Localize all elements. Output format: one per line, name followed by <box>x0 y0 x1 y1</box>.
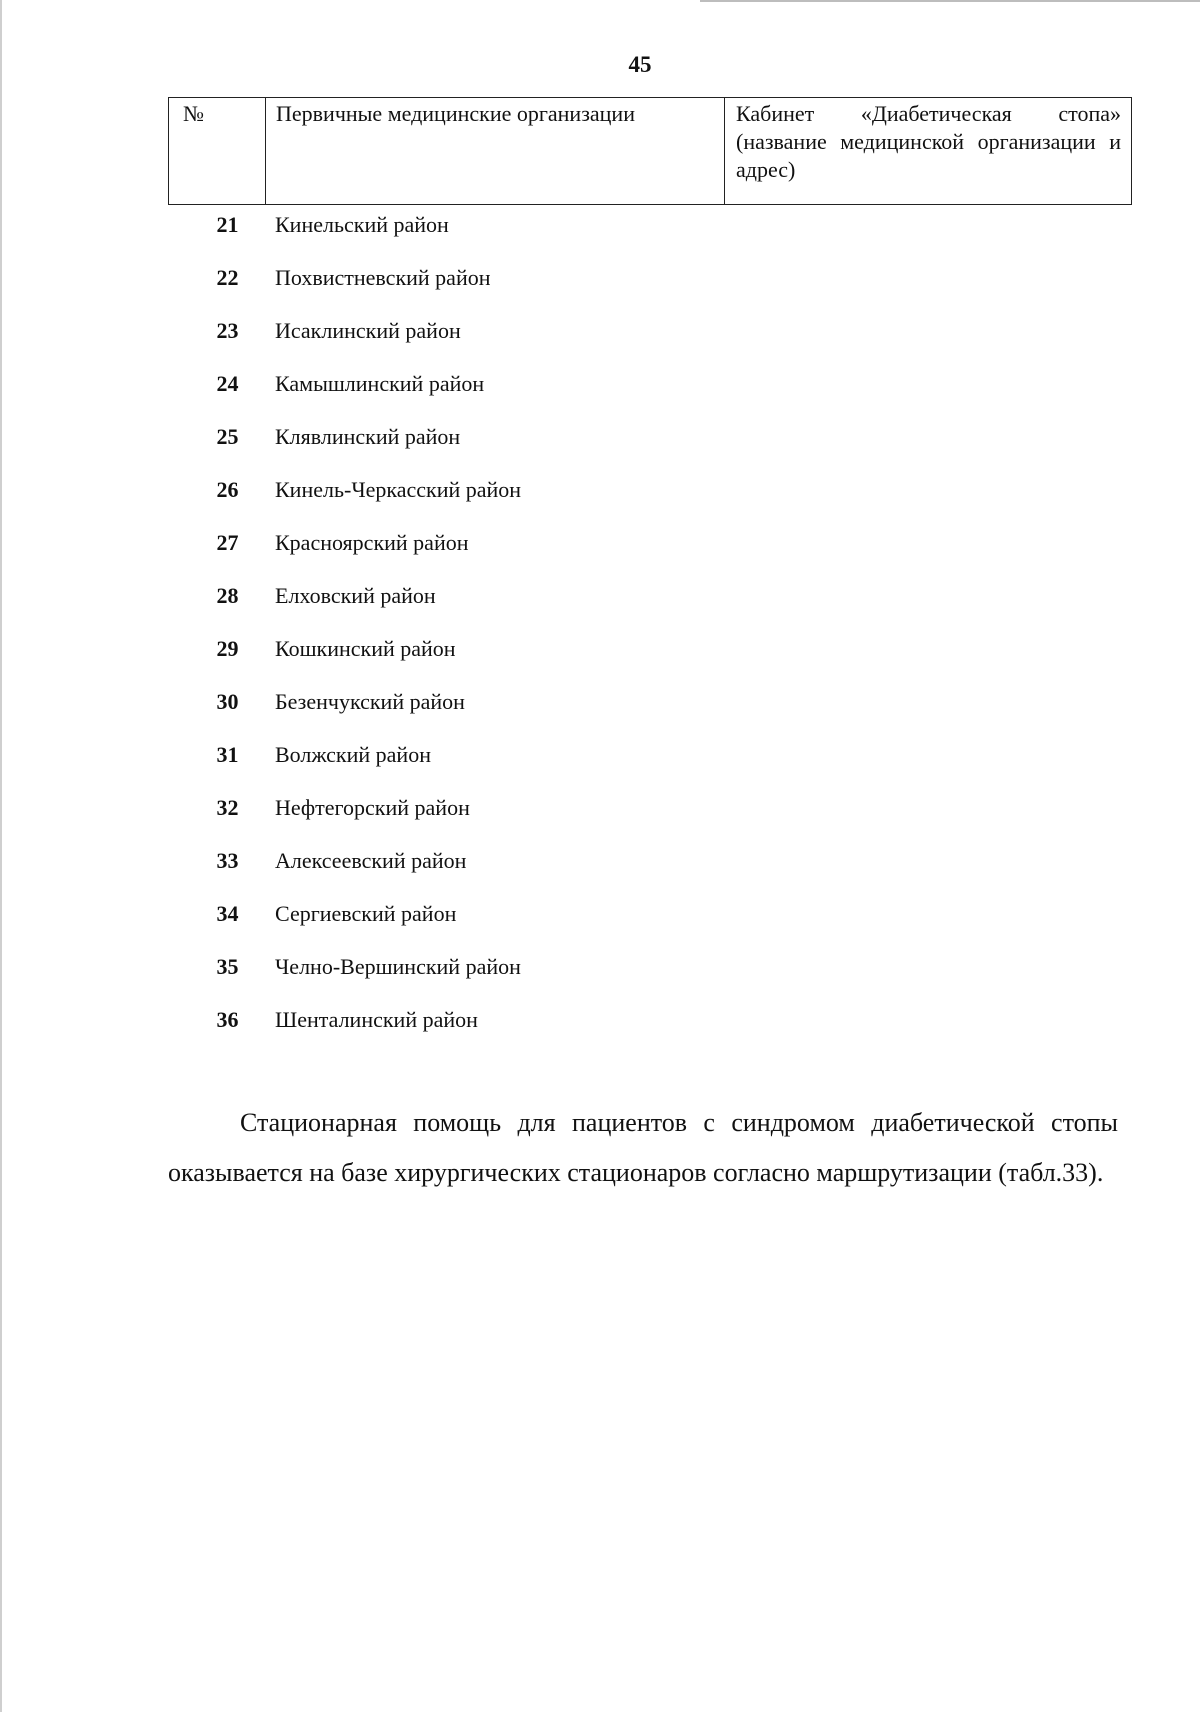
row-district-name: Камышлинский район <box>275 371 485 396</box>
row-number: 30 <box>216 689 239 714</box>
body-paragraph: Стационарная помощь для пациентов с синдромом диабетической стопы оказывается на базе хирургических стационаров согласно маршрутизации (табл.33). <box>168 1108 1118 1187</box>
row-number: 34 <box>216 901 239 926</box>
table-row <box>168 364 484 404</box>
page-number: 45 <box>628 52 652 77</box>
row-number: 28 <box>216 583 239 608</box>
table-row <box>168 894 456 934</box>
row-district-name: Шенталинский район <box>275 1007 478 1032</box>
table-row <box>168 311 461 351</box>
table-row <box>168 735 431 775</box>
row-number: 22 <box>216 265 239 290</box>
row-number: 27 <box>216 530 239 555</box>
table-row <box>168 205 449 245</box>
table-row <box>168 523 469 563</box>
row-district-name: Алексеевский район <box>275 848 467 873</box>
row-district-name: Кинель-Черкасский район <box>275 477 522 502</box>
row-district-name: Елховский район <box>275 583 436 608</box>
row-district-name: Похвистневский район <box>275 265 491 290</box>
row-number: 21 <box>216 212 239 237</box>
row-district-name: Волжский район <box>275 742 431 767</box>
row-number: 23 <box>216 318 239 343</box>
row-district-name: Кинельский район <box>275 212 449 237</box>
row-district-name: Нефтегорский район <box>275 795 470 820</box>
table-row <box>168 629 456 669</box>
row-number: 36 <box>216 1007 239 1032</box>
header-organizations: Первичные медицинские организации <box>266 98 725 204</box>
scan-edge-left <box>0 0 2 1712</box>
row-number: 31 <box>216 742 239 767</box>
row-district-name: Исаклинский район <box>275 318 461 343</box>
row-district-name: Челно-Вершинский район <box>275 954 521 979</box>
table-row <box>168 470 521 510</box>
table-row <box>168 258 491 298</box>
table-row <box>168 682 465 722</box>
scan-edge-top <box>700 0 1200 2</box>
table-row <box>168 576 436 616</box>
row-district-name: Клявлинский район <box>275 424 461 449</box>
table-header <box>168 97 1132 205</box>
table-row <box>168 947 521 987</box>
row-district-name: Сергиевский район <box>275 901 457 926</box>
row-number: 35 <box>216 954 239 979</box>
row-district-name: Кошкинский район <box>275 636 456 661</box>
row-number: 33 <box>216 848 239 873</box>
header-cabinet: Кабинет «Диабетическая стопа» (название медицинской организации и адрес) <box>736 101 1121 182</box>
row-district-name: Безенчукский район <box>275 689 465 714</box>
table-row <box>168 841 466 881</box>
row-number: 29 <box>216 636 239 661</box>
table-row <box>168 788 470 828</box>
table-row <box>168 417 460 457</box>
table-row <box>168 1000 478 1040</box>
row-number: 24 <box>216 371 239 396</box>
row-number: 25 <box>216 424 239 449</box>
row-number: 26 <box>216 477 239 502</box>
header-number: № <box>169 98 266 204</box>
row-number: 32 <box>216 795 239 820</box>
row-district-name: Красноярский район <box>275 530 469 555</box>
